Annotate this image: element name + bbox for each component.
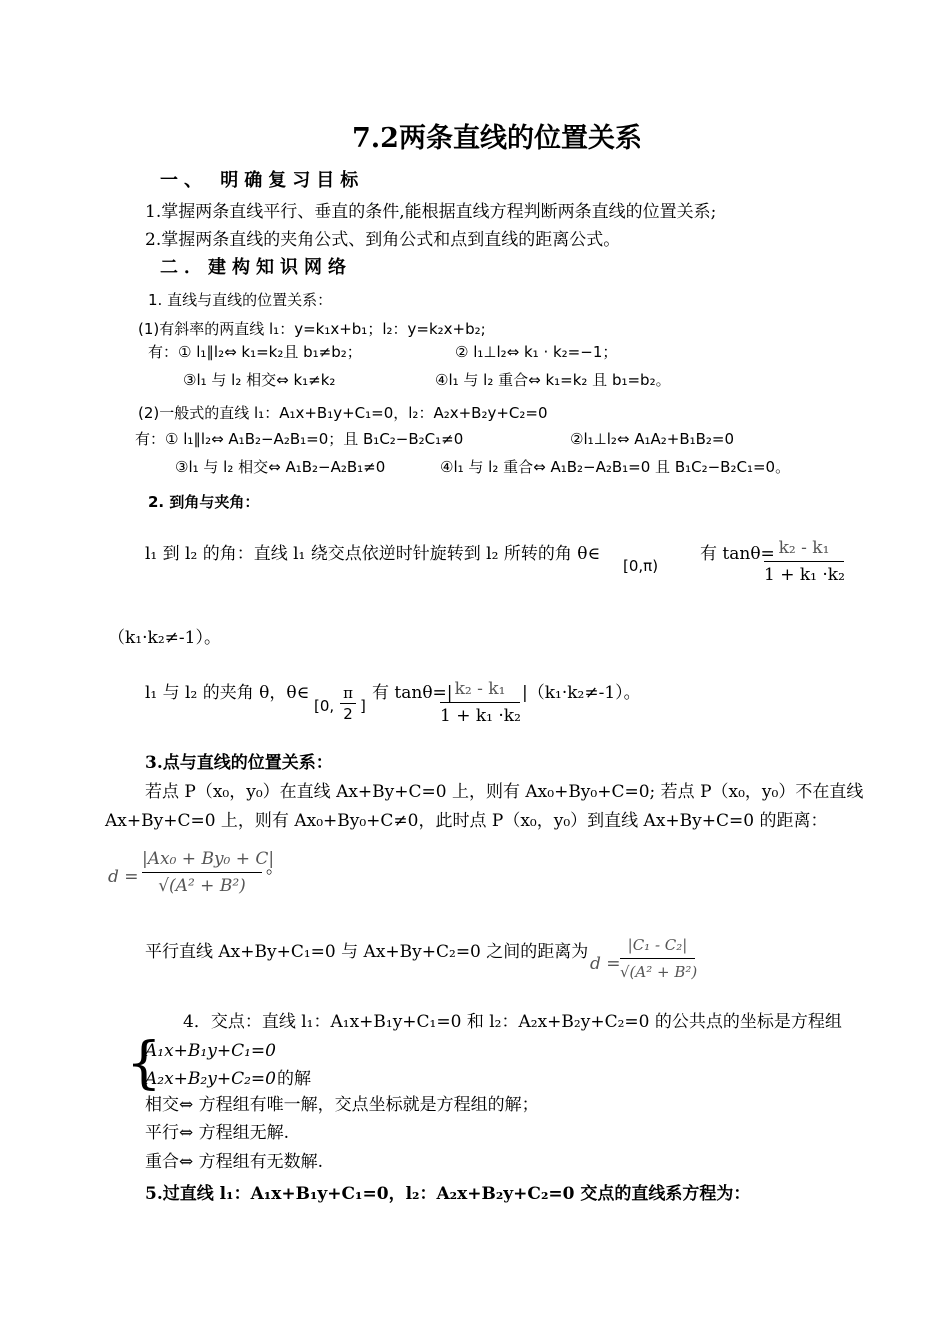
parallel-distance-numerator: |C₁ - C₂| bbox=[627, 936, 688, 954]
inclusion-numerator: k₂ - k₁ bbox=[454, 679, 506, 699]
p2-to-angle-tan: 有 tanθ= bbox=[700, 544, 775, 564]
p1-general-perpendicular: ②l₁⊥l₂⇔ A₁A₂+B₁B₂=0 bbox=[570, 430, 735, 448]
pi-fraction-bar bbox=[340, 703, 356, 704]
distance-label: d = bbox=[108, 867, 139, 887]
inclusion-fraction bbox=[440, 678, 520, 727]
p3-line-1: 若点 P（x₀，y₀）在直线 Ax+By+C=0 上，则有 Ax₀+By₀+C=0; 若点 P（x₀，y₀）不在直线 bbox=[145, 782, 864, 802]
p4-intersect: 相交⇔ 方程组有唯一解，交点坐标就是方程组的解； bbox=[145, 1095, 539, 1115]
p1-slope-coincide: ④l₁ 与 l₂ 重合⇔ k₁=k₂ 且 b₁=b₂。 bbox=[435, 371, 671, 389]
p2-inclusion-text: l₁ 与 l₂ 的夹角 θ，θ∈ bbox=[145, 683, 310, 703]
p1-general-coincide: ④l₁ 与 l₂ 重合⇔ A₁B₂−A₂B₁=0 且 B₁C₂−B₂C₁=0。 bbox=[440, 458, 791, 476]
p2-title: 2. 到角与夹角： bbox=[148, 493, 260, 511]
p1-title: 1. 直线与直线的位置关系： bbox=[148, 291, 333, 309]
p1-general-parallel: 有：① l₁∥l₂⇔ A₁B₂−A₂B₁=0；且 B₁C₂−B₂C₁≠0 bbox=[135, 430, 464, 448]
distance-fraction bbox=[142, 848, 275, 897]
p2-inclusion-condition: |（k₁·k₂≠-1）。 bbox=[522, 683, 641, 703]
p5-title: 5.过直线 l₁：A₁x+B₁y+C₁=0，l₂：A₂x+B₂y+C₂=0 交点的直线系方程为： bbox=[145, 1184, 751, 1204]
equation-system-brace: { bbox=[126, 1031, 162, 1096]
p4-coincide: 重合⇔ 方程组有无数解. bbox=[145, 1152, 324, 1172]
p1-general-intersect: ③l₁ 与 l₂ 相交⇔ A₁B₂−A₂B₁≠0 bbox=[175, 458, 386, 476]
p2-to-angle-range: [0,π) bbox=[623, 557, 659, 575]
equation-1: A₁x+B₁y+C₁=0 bbox=[145, 1041, 276, 1061]
equation-2: A₂x+B₂y+C₂=0 bbox=[145, 1069, 276, 1089]
p1-slope-heading: (1)有斜率的两直线 l₁：y=k₁x+b₁；l₂：y=k₂x+b₂; bbox=[138, 320, 486, 338]
p4-parallel: 平行⇔ 方程组无解. bbox=[145, 1123, 290, 1143]
distance-fraction-bar bbox=[142, 872, 262, 873]
inclusion-fraction-bar bbox=[440, 702, 520, 703]
parallel-distance-label: d = bbox=[590, 954, 621, 974]
section-1-heading: 一、 明确复习目标 bbox=[160, 170, 365, 191]
parallel-distance-fraction bbox=[620, 934, 698, 983]
two-denominator: 2 bbox=[343, 705, 353, 723]
p2-inclusion-range-close: ] bbox=[360, 697, 366, 715]
pi-numerator: π bbox=[343, 684, 353, 702]
pi-over-two-fraction bbox=[340, 684, 356, 723]
equation-suffix: 的解 bbox=[277, 1069, 311, 1089]
distance-numerator: |Ax₀ + By₀ + C| bbox=[142, 849, 275, 869]
p3-parallel-distance: 平行直线 Ax+By+C₁=0 与 Ax+By+C₂=0 之间的距离为 bbox=[145, 942, 589, 962]
goal-item-2: 2.掌握两条直线的夹角公式、到角公式和点到直线的距离公式。 bbox=[145, 230, 621, 250]
p2-inclusion-tan: 有 tanθ=| bbox=[372, 683, 453, 703]
p3-line-2: Ax+By+C=0 上，则有 Ax₀+By₀+C≠0，此时点 P（x₀，y₀）到直线 Ax+By+C=0 的距离： bbox=[105, 811, 828, 831]
page-title: 7.2两条直线的位置关系 bbox=[352, 123, 642, 154]
p1-slope-intersect: ③l₁ 与 l₂ 相交⇔ k₁≠k₂ bbox=[183, 371, 336, 389]
goal-item-1: 1.掌握两条直线平行、垂直的条件,能根据直线方程判断两条直线的位置关系; bbox=[145, 202, 717, 222]
parallel-distance-denominator: √(A² + B²) bbox=[620, 963, 698, 981]
p1-slope-parallel: 有：① l₁∥l₂⇔ k₁=k₂且 b₁≠b₂； bbox=[148, 343, 362, 361]
p2-to-angle-condition: （k₁·k₂≠-1）。 bbox=[108, 628, 221, 648]
p2-inclusion-range-open: [0, bbox=[314, 697, 335, 715]
distance-denominator: √(A² + B²) bbox=[158, 876, 246, 896]
p1-slope-perpendicular: ② l₁⊥l₂⇔ k₁ · k₂=−1； bbox=[455, 343, 618, 361]
fraction-numerator: k₂ - k₁ bbox=[778, 538, 830, 558]
parallel-distance-bar bbox=[620, 958, 695, 959]
section-2-heading: 二．建构知识网络 bbox=[160, 257, 352, 278]
to-angle-fraction bbox=[764, 537, 844, 586]
p3-title: 3.点与直线的位置关系： bbox=[145, 753, 333, 773]
inclusion-denominator: 1 + k₁ ·k₂ bbox=[440, 706, 521, 726]
p4-line: 4．交点：直线 l₁：A₁x+B₁y+C₁=0 和 l₂：A₂x+B₂y+C₂=0 的公共点的坐标是方程组 bbox=[183, 1012, 842, 1032]
p2-to-angle-text: l₁ 到 l₂ 的角：直线 l₁ 绕交点依逆时针旋转到 l₂ 所转的角 θ∈ bbox=[145, 544, 601, 564]
distance-end: 。 bbox=[266, 858, 283, 878]
p1-general-heading: (2)一般式的直线 l₁：A₁x+B₁y+C₁=0，l₂：A₂x+B₂y+C₂=0 bbox=[138, 404, 548, 422]
fraction-denominator: 1 + k₁ ·k₂ bbox=[764, 565, 845, 585]
fraction-bar bbox=[764, 561, 844, 562]
